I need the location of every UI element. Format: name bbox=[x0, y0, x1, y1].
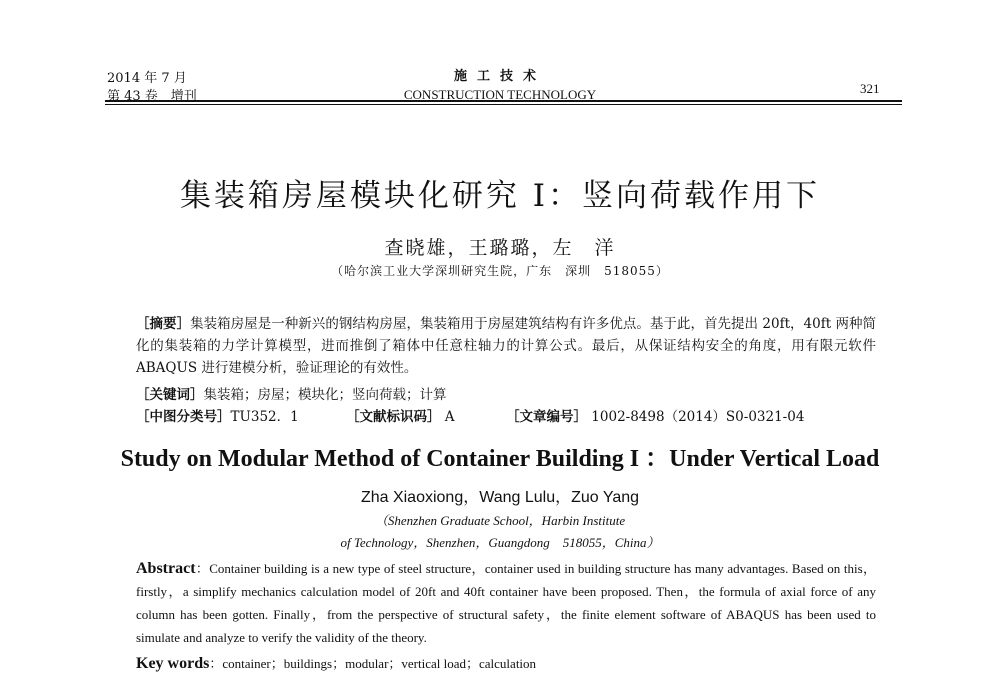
document-code bbox=[346, 407, 455, 427]
class-label: ［中图分类号］ bbox=[136, 409, 231, 425]
affiliation-cn: （哈尔滨工业大学深圳研究生院，广东 深圳 518055） bbox=[331, 264, 669, 278]
abstract-label-cn: ［摘要］ bbox=[136, 316, 191, 332]
keywords-label-en: Key words bbox=[136, 655, 210, 672]
journal-name-cn: 施工技术 bbox=[453, 69, 546, 84]
affiliation-en-line1: （Shenzhen Graduate School，Harbin Institute bbox=[374, 513, 626, 528]
article-title-cn: 集装箱房屋模块化研究 I：竖向荷载作用下 bbox=[179, 178, 821, 214]
class-value: TU352．1 bbox=[230, 409, 299, 425]
article-no-label: ［文章编号］ bbox=[506, 409, 587, 425]
abstract-label-en: Abstract bbox=[136, 560, 196, 577]
issue-volume: 第 43 卷 增刊 bbox=[107, 89, 197, 104]
affiliation-en-line2: of Technology，Shenzhen，Guangdong 518055，China） bbox=[340, 535, 660, 550]
doc-value: A bbox=[444, 409, 455, 425]
issue-date: 2014 年 7 月 bbox=[107, 71, 187, 86]
article-no-value: 1002-8498（2014）S0-0321-04 bbox=[591, 409, 805, 425]
article-number bbox=[506, 407, 804, 427]
keywords-en bbox=[136, 653, 876, 675]
keywords-text-en: ：container；buildings；modular；vertical load；calculation bbox=[209, 656, 537, 671]
abstract-text-cn: 集装箱房屋是一种新兴的钢结构房屋，集装箱用于房屋建筑结构有许多优点。基于此，首先提出 20ft，40ft 两种简化的集装箱的力学计算模型，进而推倒了箱体中任意柱轴力的计算公式。最后，从保证结构安全的角度，用有限元软件 ABAQUS 进行建模分析，验证理论的有效性。 bbox=[136, 316, 876, 376]
header-rule-thin bbox=[105, 104, 902, 105]
page-number: 321 bbox=[860, 81, 880, 96]
abstract-en bbox=[136, 557, 876, 649]
keywords-label-cn: ［关键词］ bbox=[136, 387, 204, 403]
classification-number bbox=[136, 407, 299, 427]
abstract-text-en: ：Container building is a new type of steel structure，container used in building structure has many advantages. Based on this，firstly，a simplify mechanics calculation model of 20ft and 40ft container have been proposed. Then，the formula of axial force of any column has been gotten. Finally，from the perspective of structural safety，the finite element software of ABAQUS has been used to simulate and analyze to verify the validity of the theory. bbox=[136, 561, 876, 645]
keywords-cn bbox=[136, 385, 876, 405]
authors-cn: 查晓雄，王璐璐，左 洋 bbox=[384, 237, 616, 259]
header-rule-thick bbox=[105, 100, 902, 102]
keywords-text-cn: 集装箱；房屋；模块化；竖向荷载；计算 bbox=[203, 387, 447, 403]
authors-en: Zha Xiaoxiong，Wang Lulu，Zuo Yang bbox=[360, 489, 640, 506]
journal-name bbox=[360, 68, 640, 104]
article-title-en: Study on Modular Method of Container Building I ：Under Vertical Load bbox=[120, 446, 880, 472]
abstract-cn bbox=[136, 313, 876, 379]
journal-name-en: CONSTRUCTION TECHNOLOGY bbox=[403, 87, 597, 102]
doc-label: ［文献标识码］ bbox=[346, 409, 441, 425]
